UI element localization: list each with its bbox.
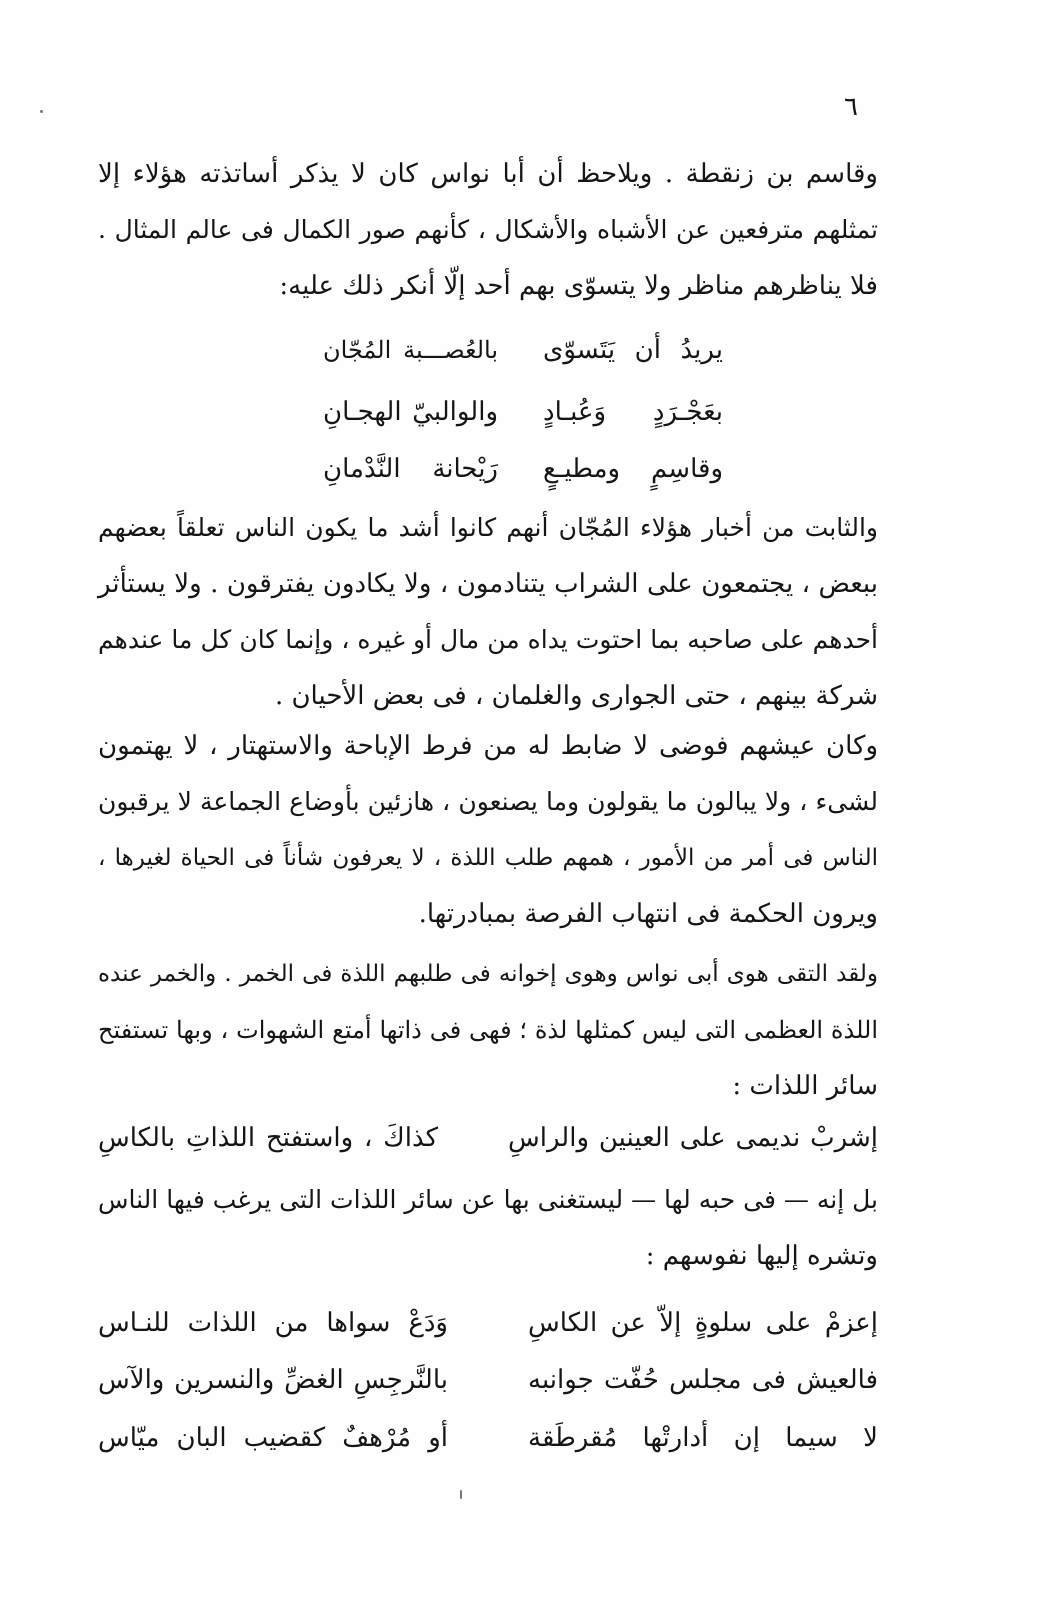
poem-verse [98,1410,878,1466]
text-line: أحدهم على صاحبه بما احتوت يداه من مال أو غيره ، وإنما كان كل ما عندهم [98,625,878,654]
verse-second-hemistich: رَيْحانة النَّدْمانِ [323,454,498,484]
verse-second-hemistich: أو مُرْهفٌ كقضيب البان ميّاس [98,1423,448,1453]
scan-speck [460,1490,462,1499]
text-line: شركة بينهم ، حتى الجوارى والغلمان ، فى بعض الأحيان . [274,681,878,711]
scan-speck [40,110,43,113]
verse-second-hemistich: والوالبيّ الهجـانِ [323,397,498,427]
verse-first-hemistich: وقاسِمٍ ومطيـعٍ [543,454,723,484]
paragraph-4 [98,946,878,1114]
paragraph-2 [98,500,878,724]
paragraph-3 [98,718,878,942]
text-line: ويرون الحكمة فى انتهاب الفرصة بمبادرتها. [418,899,878,929]
poem-verse [323,322,723,378]
text-line: ببعض ، يجتمعون على الشراب يتنادمون ، ولا يكادون يفترقون . ولا يستأثر [98,569,878,599]
text-line: الناس فى أمر من الأمور ، همهم طلب اللذة ، لا يعرفون شأناً فى الحياة لغيرها ، [98,845,878,871]
text-line: وتشره إليها نفوسهم : [645,1241,878,1271]
verse-first-hemistich: بعَجْـرَدٍ وَعُبـادٍ [543,397,723,427]
text-line: لشىء ، ولا يبالون ما يقولون وما يصنعون ، هازئين بأوضاع الجماعة لا يرقبون [98,787,878,816]
paragraph-1 [98,146,878,314]
text-line: بل إنه — فى حبه لها — ليستغنى بها عن سائر اللذات التى يرغب فيها الناس [98,1185,878,1214]
verse-second-hemistich: وَدَعْ سواها من اللذات للنـاس [98,1308,448,1338]
verse-first-hemistich: يريدُ أن يَتَسوّى [543,335,723,365]
poem-verse [98,1352,878,1408]
paragraph-5 [98,1172,878,1284]
text-line: فلا يناظرهم مناظر ولا يتسوّى بهم أحد إلّا أنكر ذلك عليه: [279,271,878,301]
text-line: ولقد التقى هوى أبى نواس وهوى إخوانه فى طلبهم اللذة فى الخمر . والخمر عنده [98,961,878,987]
poem-verse [323,441,723,497]
verse-second-hemistich: بالعُصـــبة المُجّان [323,336,498,364]
poem-verse [323,384,723,440]
verse-first-hemistich: إشربْ نديمى على العينين والراسِ [508,1123,878,1153]
verse-first-hemistich: لا سيما إن أدارتْها مُقرطَقة [528,1423,878,1453]
poem-verse [98,1295,878,1351]
verse-first-hemistich: فالعيش فى مجلس حُفّت جوانبه [528,1365,878,1395]
text-line: والثابت من أخبار هؤلاء المُجّان أنهم كانوا أشد ما يكون الناس تعلقاً بعضهم [98,513,878,542]
verse-second-hemistich: كذاكَ ، واستفتح اللذاتِ بالكاسِ [98,1123,438,1153]
text-line: تمثلهم مترفعين عن الأشباه والأشكال ، كأنهم صور الكمال فى عالم المثال . [98,215,878,244]
text-line: سائر اللذات : [732,1071,878,1101]
verse-first-hemistich: إعزمْ على سلوةٍ إلاّ عن الكاسِ [528,1308,878,1338]
text-line: وكان عيشهم فوضى لا ضابط له من فرط الإباحة والاستهتار ، لا يهتمون [98,731,878,761]
verse-second-hemistich: بالنَّرجِسِ الغضِّ والنسرين والآس [98,1365,448,1395]
text-line: اللذة العظمى التى ليس كمثلها لذة ؛ فهى فى ذاتها أمتع الشهوات ، وبها تستفتح [98,1016,878,1044]
text-line: وقاسم بن زنقطة . ويلاحظ أن أبا نواس كان لا يذكر أساتذته هؤلاء إلا [98,159,878,189]
poem-verse [98,1110,878,1166]
page-number: ٦ [844,92,858,122]
